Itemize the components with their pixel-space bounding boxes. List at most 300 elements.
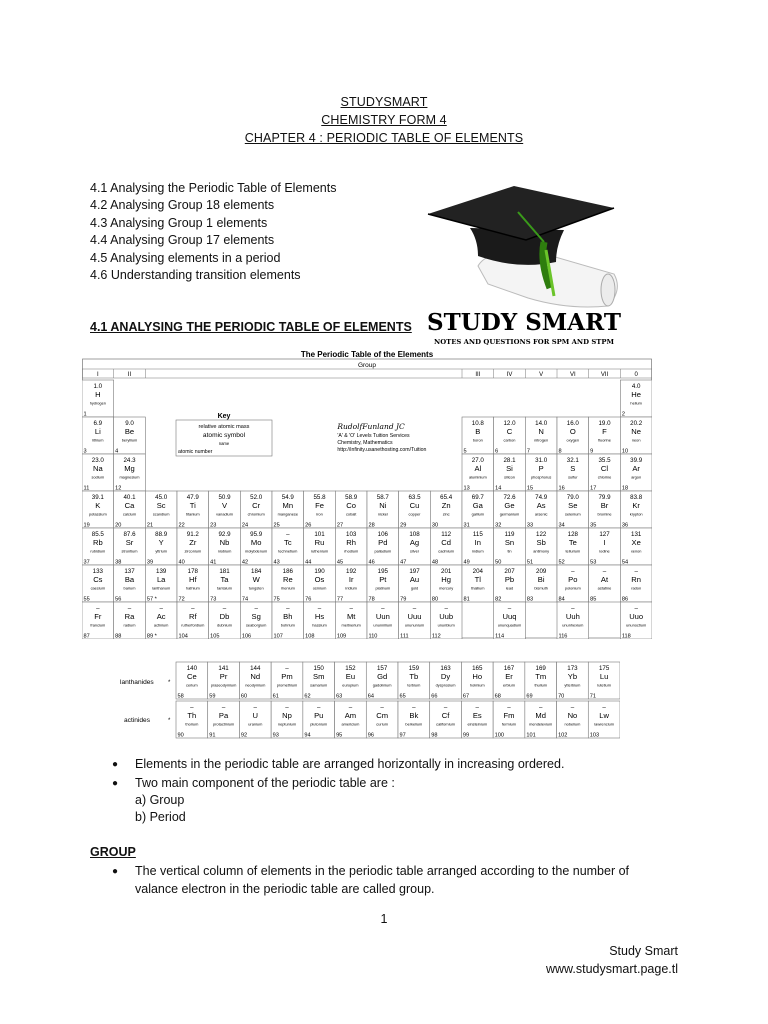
element-number: 75 <box>273 596 280 603</box>
element-name: aluminium <box>468 474 487 480</box>
element-number: 80 <box>431 596 439 603</box>
element-name: arsenic <box>534 511 548 517</box>
element-mass: 23.0 <box>91 457 104 464</box>
element-cell-ti <box>177 491 209 529</box>
element-mass: 32.1 <box>566 457 579 464</box>
element-name: zirconium <box>184 548 202 554</box>
element-mass: – <box>96 605 100 612</box>
element-number: 91 <box>209 732 216 739</box>
element-cell-os <box>304 565 336 603</box>
element-number: 68 <box>494 693 501 700</box>
asterisk-marker: * <box>168 680 171 686</box>
element-number: 14 <box>495 485 502 492</box>
element-cell-lw <box>588 701 620 739</box>
element-mass: 58.7 <box>376 494 389 501</box>
element-symbol: Ca <box>124 501 135 510</box>
element-cell-dy <box>430 662 462 700</box>
element-symbol: Cd <box>441 538 452 547</box>
element-symbol: Rb <box>92 538 103 547</box>
element-mass: 39.1 <box>91 494 104 501</box>
element-cell-bi <box>525 565 557 603</box>
element-number: 97 <box>399 732 406 739</box>
element-number: 104 <box>178 633 188 639</box>
element-symbol: Yb <box>567 672 578 681</box>
element-cell-pt <box>367 565 399 603</box>
element-name: radon <box>631 585 642 591</box>
element-number: 70 <box>558 693 565 700</box>
element-number: 4 <box>115 448 119 455</box>
element-cell-tb <box>398 662 430 700</box>
element-cell-po <box>557 565 589 603</box>
element-mass: 106 <box>377 531 388 538</box>
element-symbol: Zn <box>441 501 451 510</box>
element-number: 116 <box>558 633 568 639</box>
element-symbol: Ti <box>189 501 196 510</box>
element-cell-re <box>272 565 304 603</box>
element-name: dubnium <box>217 622 232 628</box>
element-symbol: Tc <box>284 538 292 547</box>
element-cell-au <box>399 565 431 603</box>
component-item: b) Period <box>135 810 186 824</box>
element-cell-lu <box>588 662 620 700</box>
element-mass: 201 <box>441 568 452 575</box>
element-name: actinium <box>153 622 169 628</box>
element-name: tellurium <box>565 548 581 554</box>
element-symbol: Sr <box>125 538 134 547</box>
bullet-text: Two main component of the periodic table are : <box>135 776 395 790</box>
element-mass: 119 <box>504 531 515 538</box>
element-number: 102 <box>558 732 568 739</box>
element-number: 35 <box>590 522 597 529</box>
element-number: 103 <box>589 732 600 739</box>
element-cell-be <box>114 417 146 455</box>
group-label: Group <box>357 362 377 369</box>
element-cell-h <box>82 380 114 418</box>
element-name: antimony <box>533 548 550 554</box>
element-cell-cd <box>430 528 462 566</box>
element-number: 44 <box>305 559 312 566</box>
element-mass: 19.0 <box>598 420 611 427</box>
element-mass: – <box>444 605 448 612</box>
element-cell-rh <box>335 528 367 566</box>
element-mass: – <box>475 704 480 711</box>
element-name: fluorine <box>598 437 611 443</box>
element-symbol: Ge <box>504 501 515 510</box>
element-symbol: Md <box>535 711 546 720</box>
element-mass: – <box>222 605 227 612</box>
element-name: thulium <box>534 682 547 688</box>
credit-signature: RudolfFunland JC <box>337 422 405 431</box>
element-mass: 20.2 <box>630 420 643 427</box>
element-symbol: Cm <box>376 711 389 720</box>
element-mass: 1.0 <box>93 383 103 390</box>
element-mass: 31.0 <box>535 457 548 464</box>
element-symbol: Kr <box>632 501 640 510</box>
element-name: oxygen <box>566 437 580 443</box>
element-mass: – <box>602 568 607 575</box>
page-number: 1 <box>380 912 388 926</box>
element-number: 100 <box>494 732 504 739</box>
element-name: thorium <box>185 721 199 727</box>
element-number: 27 <box>336 522 344 529</box>
element-number: 55 <box>83 596 90 603</box>
element-symbol: Bi <box>537 575 545 584</box>
element-symbol: Pu <box>314 711 324 720</box>
element-cell-yb <box>557 662 589 700</box>
element-symbol: Uuu <box>407 612 422 621</box>
element-symbol: Ga <box>472 501 483 510</box>
element-number: 43 <box>273 559 280 566</box>
element-number: 69 <box>526 693 533 700</box>
element-symbol: Cl <box>600 464 609 473</box>
group-number: V <box>539 372 544 378</box>
element-symbol: Pb <box>504 575 515 584</box>
element-cell-ce <box>176 662 208 700</box>
element-mass: 184 <box>251 568 262 575</box>
element-number: 79 <box>400 596 407 603</box>
element-symbol: Bh <box>283 612 293 621</box>
element-cell-bh <box>272 602 304 639</box>
element-mass: 163 <box>440 665 451 672</box>
element-name: potassium <box>88 511 107 517</box>
element-name: cobalt <box>345 511 357 517</box>
element-cell-mn <box>272 491 304 529</box>
bullet-text: Elements in the periodic table are arranged horizontally in increasing ordered. <box>135 757 565 771</box>
element-symbol: Os <box>314 575 325 584</box>
element-cell-eu <box>335 662 367 700</box>
group-heading: GROUP <box>90 845 136 859</box>
element-number: 60 <box>240 693 248 700</box>
element-mass: – <box>190 704 194 711</box>
element-cell-nd <box>239 662 271 700</box>
doc-header-chapter: CHAPTER 4 : PERIODIC TABLE OF ELEMENTS <box>244 131 524 145</box>
element-cell-he <box>620 380 652 418</box>
element-name: sulfur <box>568 474 578 480</box>
element-number: 98 <box>431 732 438 739</box>
element-number: 23 <box>210 522 217 529</box>
element-cell-ne <box>620 417 652 455</box>
element-symbol: Pr <box>219 672 228 681</box>
element-mass: 45.0 <box>155 494 168 501</box>
element-cell-nb <box>209 528 241 566</box>
element-name: hydrogen <box>89 400 106 406</box>
element-symbol: Hs <box>314 612 325 621</box>
element-symbol: Cf <box>441 711 450 720</box>
element-symbol: F <box>602 427 607 436</box>
element-name: ruthenium <box>310 548 329 554</box>
element-name: protactinium <box>212 721 235 727</box>
element-number: 20 <box>115 522 122 529</box>
element-name: einsteinium <box>467 721 488 727</box>
group-definition <box>135 863 629 898</box>
element-mass: 133 <box>92 568 103 575</box>
element-name: palladium <box>374 548 392 554</box>
element-symbol: Mt <box>346 612 356 621</box>
element-cell-in <box>462 528 494 566</box>
element-symbol: Gd <box>377 672 388 681</box>
element-number: 53 <box>590 559 597 566</box>
element-symbol: Ag <box>409 538 420 547</box>
periodic-table <box>82 349 652 639</box>
element-name: krypton <box>629 511 643 517</box>
element-name: titanium <box>186 511 200 517</box>
bullet-icon: ● <box>112 778 119 789</box>
element-name: tin <box>507 548 512 554</box>
element-mass: 207 <box>504 568 515 575</box>
element-cell-sc <box>145 491 177 529</box>
element-cell-pb <box>494 565 526 603</box>
element-name: gadolinium <box>372 682 392 688</box>
element-number: 1 <box>83 411 87 418</box>
element-symbol: Sn <box>504 538 515 547</box>
element-cell-ca <box>114 491 146 529</box>
element-name: promethium <box>276 682 298 688</box>
element-number: 90 <box>177 732 184 739</box>
element-number: 76 <box>305 596 312 603</box>
element-symbol: Rf <box>189 612 197 621</box>
element-symbol: Tm <box>535 672 547 681</box>
element-name: neodymium <box>245 682 266 688</box>
element-cell-ra <box>114 602 146 639</box>
element-mass: 16.0 <box>566 420 579 427</box>
element-mass: 192 <box>346 568 357 575</box>
element-symbol: Pd <box>378 538 388 547</box>
element-number: 26 <box>305 522 312 529</box>
element-name: curium <box>376 721 388 727</box>
element-number: 73 <box>210 596 217 603</box>
element-name: americium <box>341 721 360 727</box>
element-number: 58 <box>177 693 184 700</box>
element-symbol: Lu <box>599 672 609 681</box>
element-number: 81 <box>463 596 470 603</box>
group-number: 0 <box>634 372 638 378</box>
element-mass: 181 <box>219 568 230 575</box>
element-cell-si <box>494 454 526 492</box>
element-name: barium <box>123 585 136 591</box>
element-cell-sm <box>303 662 335 700</box>
element-mass: 79.9 <box>598 494 611 501</box>
element-symbol: Nb <box>219 538 230 547</box>
element-name: lawrencium <box>594 721 614 727</box>
graduation-cap-icon <box>428 186 617 307</box>
element-symbol: Am <box>344 711 357 720</box>
element-cell-xe <box>620 528 652 566</box>
element-number: 8 <box>558 448 562 455</box>
element-symbol: Tb <box>409 672 419 681</box>
element-mass: – <box>254 605 258 612</box>
element-name: gold <box>410 585 419 591</box>
element-cell-ge <box>494 491 526 529</box>
element-symbol: Mo <box>250 538 262 547</box>
element-mass: 65.4 <box>440 494 453 501</box>
element-mass: 167 <box>503 665 515 672</box>
element-name: phosphorus <box>530 474 552 480</box>
element-symbol: Mn <box>282 501 294 510</box>
element-cell-w <box>240 565 272 603</box>
element-mass: 74.9 <box>535 494 548 501</box>
element-mass: 35.5 <box>598 457 611 464</box>
element-cell-uub <box>430 602 462 639</box>
element-mass: – <box>571 568 575 575</box>
element-number: 51 <box>526 559 534 566</box>
element-name: californium <box>436 721 455 727</box>
element-mass: 55.8 <box>313 494 326 501</box>
element-symbol: Br <box>600 501 609 510</box>
element-name: seaborgium <box>245 622 267 628</box>
element-name: thallium <box>471 585 485 591</box>
element-mass: 157 <box>376 665 388 672</box>
element-number: 57 * <box>146 596 157 603</box>
element-name: boron <box>472 437 483 443</box>
element-mass: 159 <box>408 665 420 672</box>
element-cell-tm <box>525 662 557 700</box>
toc-item: 4.3 Analysing Group 1 elements <box>90 215 268 230</box>
doc-header-subject: CHEMISTRY FORM 4 <box>321 113 447 127</box>
toc-item: 4.1 Analysing the Periodic Table of Elements <box>90 181 337 195</box>
element-mass: – <box>285 704 289 711</box>
element-symbol: Hf <box>189 575 197 584</box>
credit-line: http://infinity.usanethosting.com/Tuition <box>337 447 427 453</box>
element-name: sodium <box>91 474 105 480</box>
element-mass: – <box>571 605 575 612</box>
element-cell-er <box>493 662 525 700</box>
element-symbol: Re <box>282 575 293 584</box>
element-mass: 122 <box>536 531 547 538</box>
element-symbol: Fr <box>94 612 102 621</box>
element-cell-ta <box>209 565 241 603</box>
element-cell-ru <box>304 528 336 566</box>
element-cell-n <box>525 417 557 455</box>
element-number: 88 <box>115 633 122 639</box>
element-mass: – <box>286 605 290 612</box>
element-name: bromine <box>597 511 612 517</box>
element-symbol: Te <box>568 538 577 547</box>
element-number: 77 <box>336 596 344 603</box>
element-cell-cu <box>399 491 431 529</box>
element-name: lead <box>505 585 514 591</box>
element-cell-pm <box>271 662 303 700</box>
element-symbol: Tl <box>474 575 481 584</box>
element-cell-tc <box>272 528 304 566</box>
element-symbol: Se <box>568 501 578 510</box>
element-name: holmium <box>469 682 485 688</box>
element-symbol: Ta <box>220 575 229 584</box>
element-symbol: Co <box>346 501 357 510</box>
element-number: 15 <box>526 485 534 492</box>
element-symbol: H <box>95 390 101 399</box>
element-mass: – <box>570 704 575 711</box>
element-cell-se <box>557 491 589 529</box>
element-name: unununium <box>404 622 425 628</box>
element-cell-pa <box>208 701 240 739</box>
element-mass: – <box>507 704 511 711</box>
element-cell-i <box>589 528 621 566</box>
element-number: 16 <box>558 485 565 492</box>
element-symbol: As <box>536 501 546 510</box>
element-name: gallium <box>471 511 484 517</box>
element-mass: 83.8 <box>630 494 643 501</box>
element-name: chromium <box>247 511 265 517</box>
element-number: 96 <box>367 732 375 739</box>
element-symbol: O <box>569 427 576 436</box>
element-cell-uun <box>367 602 399 639</box>
element-name: argon <box>631 474 642 480</box>
element-mass: 72.6 <box>503 494 516 501</box>
logo-title: STUDY SMART <box>427 309 621 336</box>
element-cell-cs <box>82 565 114 603</box>
element-mass: 204 <box>472 568 483 575</box>
element-name: radium <box>123 622 136 628</box>
element-symbol: Ce <box>186 672 197 681</box>
element-mass: 144 <box>250 665 261 672</box>
element-cell-al <box>462 454 494 492</box>
element-mass: 91.2 <box>186 531 199 538</box>
element-mass: 6.9 <box>93 420 103 427</box>
element-cell-gd <box>366 662 398 700</box>
element-name: lanthanum <box>152 585 171 591</box>
element-name: xenon <box>630 548 642 554</box>
element-mass: 128 <box>567 531 578 538</box>
element-number: 83 <box>526 596 534 603</box>
element-cell-ga <box>462 491 494 529</box>
element-number: 36 <box>621 522 629 529</box>
element-mass: – <box>221 704 226 711</box>
element-cell-mg <box>114 454 146 492</box>
element-symbol: Pa <box>218 711 229 720</box>
element-name: meitnerium <box>341 622 361 628</box>
group-number: IV <box>506 372 513 378</box>
element-mass: – <box>443 704 448 711</box>
asterisk-marker: * <box>168 718 171 724</box>
element-number: 45 <box>336 559 344 566</box>
group-number: III <box>475 372 481 378</box>
element-mass: 39.9 <box>630 457 643 464</box>
element-name: ytterbium <box>564 682 581 688</box>
element-number: 12 <box>115 485 122 492</box>
element-symbol: Uun <box>375 612 390 621</box>
element-mass: – <box>253 704 258 711</box>
element-symbol: Pm <box>281 672 293 681</box>
element-name: rhodium <box>344 548 359 554</box>
element-mass: – <box>634 605 638 612</box>
element-name: chlorine <box>597 474 612 480</box>
element-number: 105 <box>210 633 220 639</box>
element-mass: 103 <box>346 531 357 538</box>
element-cell-fm <box>493 701 525 739</box>
element-mass: 165 <box>472 665 483 672</box>
element-name: selenium <box>565 511 581 517</box>
element-mass: – <box>348 704 353 711</box>
element-cell-v <box>209 491 241 529</box>
group-number: VI <box>569 372 576 378</box>
key-mass-label: relative atomic mass <box>198 424 250 430</box>
element-name: rutherfordium <box>181 622 205 628</box>
element-cell-sr <box>114 528 146 566</box>
element-number: 3 <box>83 448 87 455</box>
element-cell-uuo <box>620 602 652 639</box>
footer-url: www.studysmart.page.tl <box>546 962 678 976</box>
element-number: 63 <box>336 693 343 700</box>
element-name: cerium <box>186 682 198 688</box>
element-name: mercury <box>439 585 454 591</box>
element-name: hafnium <box>185 585 200 591</box>
element-symbol: Ar <box>632 464 640 473</box>
element-name: nitrogen <box>534 437 549 443</box>
element-cell-u <box>239 701 271 739</box>
element-symbol: Fm <box>503 711 515 720</box>
element-mass: – <box>285 665 289 672</box>
element-mass: 115 <box>472 531 483 538</box>
